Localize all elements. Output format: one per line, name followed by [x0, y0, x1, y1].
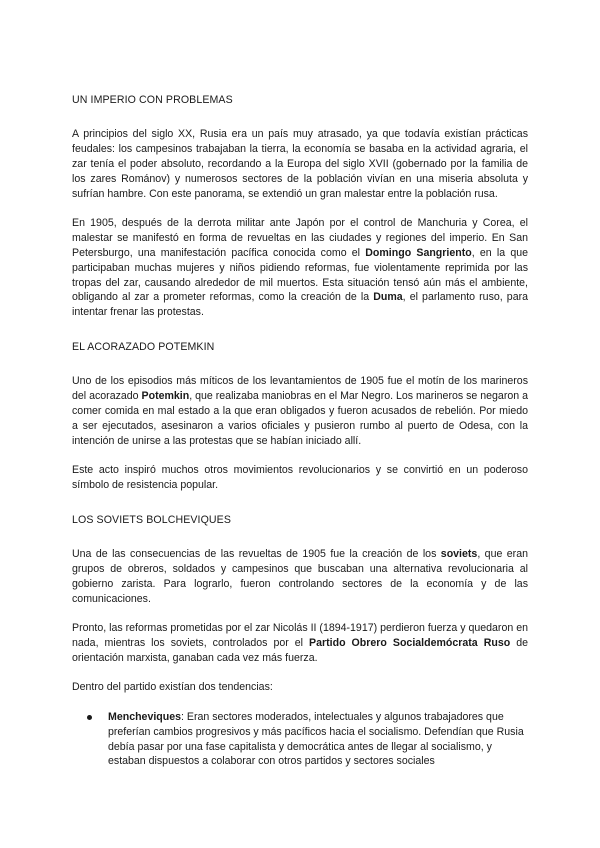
list-item: Mencheviques: Eran sectores moderados, intelectuales y algunos trabajadores que preferían cambios progresivos y más pacíficos hacia el socialismo. Defendían que Rusia debía pasar por una fase capitalista y democrática antes de llegar al socialismo, y estaban dispuestos a colaborar con otros partidos y sectores sociales	[72, 710, 528, 770]
bold-term-soviets: soviets	[440, 547, 478, 560]
paragraph: Dentro del partido existían dos tendencias:	[72, 681, 273, 694]
section-title-potemkin: EL ACORAZADO POTEMKIN	[72, 341, 215, 354]
paragraph: A principios del siglo XX, Rusia era un país muy atrasado, ya que todavía existían prácticas feudales: los campesinos trabajaban la tierra, la economía se basaba en la actividad agraria, el zar tenía el poder absoluto, recordando a la Europa del siglo XVII (gobernado por la familia de los zares Románov) y numerosos sectores de la población vivían en una miseria absoluta y sufrían hambre. Con este panorama, se extendió un gran malestar entre la población rusa.	[72, 127, 528, 200]
bold-term-duma: Duma	[373, 291, 403, 304]
paragraph: Uno de los episodios más míticos de los levantamientos de 1905 fue el motín de los marineros del acorazado Potemkin, que realizaba maniobras en el Mar Negro. Los marineros se negaron a comer comida en mal estado a la que eran obligados y fueron acusados de rebelión. Por miedo a ser ejecutados, asesinaron a varios oficiales y pusieron rumbo al puerto de Odesa, con la intención de unirse a las protestas que se habían iniciado allí.	[72, 375, 528, 447]
bold-term-partido-obrero: Partido Obrero Socialdemócrata Ruso	[309, 636, 511, 649]
section-title-imperio: UN IMPERIO CON PROBLEMAS	[72, 94, 233, 106]
bullet-icon	[87, 715, 92, 720]
document-body	[72, 93, 528, 769]
paragraph: En 1905, después de la derrota militar ante Japón por el control de Manchuria y Corea, el malestar se manifestó en forma de revueltas en las ciudades y regiones del imperio. En San Petersburgo, una manifestación pacífica conocida como el Domingo Sangriento, en la que participaban muchas mujeres y niños pidiendo reformas, fue violentamente reprimida por las tropas del zar, causando alrededor de mil muertos. Esta situación tensó aún más el ambiente, obligando al zar a prometer reformas, como la creación de la Duma, el parlamento ruso, para intentar frenar las protestas.	[72, 216, 529, 319]
bullet-list	[72, 710, 528, 770]
bold-term-domingo-sangriento: Domingo Sangriento	[365, 246, 472, 259]
section-title-soviets: LOS SOVIETS BOLCHEVIQUES	[72, 514, 231, 527]
bold-term-potemkin: Potemkin	[141, 390, 190, 403]
bold-term-mencheviques: Mencheviques	[108, 710, 182, 723]
paragraph: Este acto inspiró muchos otros movimientos revolucionarios y se convirtió en un poderoso símbolo de resistencia popular.	[72, 464, 528, 492]
paragraph: Pronto, las reformas prometidas por el zar Nicolás II (1894-1917) perdieron fuerza y quedaron en nada, mientras los soviets, controlados por el Partido Obrero Socialdemócrata Ruso de orientación marxista, ganaban cada vez más fuerza.	[72, 622, 528, 664]
paragraph: Una de las consecuencias de las revueltas de 1905 fue la creación de los soviets, que eran grupos de obreros, soldados y campesinos que buscaban una alternativa revolucionaria al gobierno zarista. Para lograrlo, fueron controlando sectores de la economía y de las comunicaciones.	[72, 547, 528, 605]
